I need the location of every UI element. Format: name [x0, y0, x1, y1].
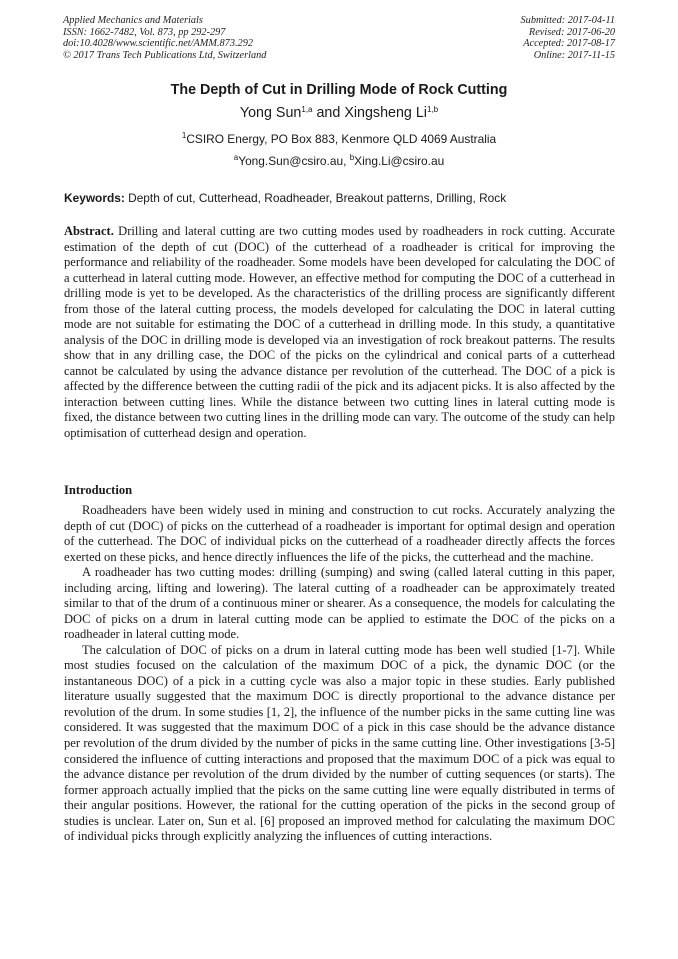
affiliation-text: CSIRO Energy, PO Box 883, Kenmore QLD 4069 Australia — [186, 132, 497, 146]
email-link: Xing.Li@csiro.au — [354, 154, 445, 168]
abstract-label: Abstract. — [64, 224, 114, 238]
author-name: Yong Sun — [239, 105, 302, 121]
paragraph: The calculation of DOC of picks on a drum in lateral cutting mode has been well studied [1-7]. While most studies focused on the calculation of the maximum DOC of a pick, the dynamic DOC (or the instantaneous DOC) of a pick in a cutting cycle was also a major topic in these studies. Early published literature usually suggested that the maximum DOC is directly proportional to the advance distance per revolution of the drum. In some studies [1, 2], the influence of the number picks in the same cutting line was considered. It was suggested that the maximum DOC of a pick in this case should be the advance distance per revolution of the drum divided by the number of picks in the same cutting line. Other investigations [3-5] considered the influence of cutting interactions and proposed that the maximum DOC of a pick was equal to the advance distance per revolution of the drum divided by the number of cutting sequences (or starts). The former approach actually implied that the picks on the same cutting line were equally distributed in terms of their angular positions. However, the rational for the cutting operation of the picks in the second group of studies is unclear. Later on, Sun et al. [6] proposed an improved method for calculating the maximum DOC of individual picks through explicitly analyzing the influences of cutting interactions. — [64, 642, 615, 844]
date-revised: Revised: 2017-06-20 — [528, 26, 615, 38]
journal-info — [63, 15, 266, 61]
author-affiliation-marker: 1,a — [301, 105, 313, 114]
affiliation — [0, 132, 678, 146]
keywords-text: Depth of cut, Cutterhead, Roadheader, Breakout patterns, Drilling, Rock — [124, 191, 507, 205]
journal-issn: ISSN: 1662-7482, Vol. 873, pp 292-297 — [63, 26, 226, 38]
section-heading: Introduction — [64, 483, 133, 497]
paper-title: The Depth of Cut in Drilling Mode of Rock Cutting — [170, 82, 508, 98]
email-link: Yong.Sun@csiro.au, — [238, 154, 350, 168]
date-accepted: Accepted: 2017-08-17 — [523, 38, 615, 50]
email-marker: b — [349, 153, 355, 162]
publication-dates — [521, 15, 615, 61]
abstract-text: Drilling and lateral cutting are two cutting modes used by roadheaders in rock cutting. Accurate estimation of the depth of cut (DOC) of the cutterhead of a roadheader is critical for improving the performance and reliability of the roadheader. Some models have been developed for calculating the DOC of a cutterhead in lateral cutting mode. However, an effective method for computing the DOC of a cutterhead in drilling mode is yet to be developed. As the characteristics of the drilling process are significantly different from those of the lateral cutting process, the models developed for calculating the DOC in lateral cutting mode are not suitable for estimating the DOC of a cutterhead in drilling mode. In this study, a quantitative analysis of the DOC in drilling mode is developed via an investigation of rock breakout patterns. The results show that in any drilling case, the DOC of the picks on the cylindrical and conical parts of a cutterhead cannot be calculated by using the advance distance per revolution of the cutterhead. The DOC of a pick is affected by the difference between the cutting radii of the pick and its adjacent picks. It is also affected by the interaction between cutting lines. While the distance between two cutting lines in lateral cutting mode is fixed, the distance between two cutting lines in the drilling mode can vary. The outcome of the study can help optimisation of cutterhead design and operation. — [64, 224, 615, 440]
author-connector: and — [312, 105, 345, 121]
date-submitted: Submitted: 2017-04-11 — [520, 15, 615, 26]
author-name: Xingsheng Li — [344, 105, 427, 121]
paragraph: A roadheader has two cutting modes: drilling (sumping) and swing (called lateral cutting in this paper, including arcing, lifting and lowering). The lateral cutting of a roadheader can be approximately treated similar to that of the drum of a continuous miner or shearer. As a consequence, the models for calculating the DOC of picks on a drum in lateral cutting mode can be applied to estimate the DOC of the picks on a roadheader in lateral cutting mode. — [64, 565, 615, 642]
affiliation-marker: 1 — [181, 131, 187, 140]
author-list — [0, 105, 678, 121]
abstract — [64, 224, 615, 441]
author-affiliation-marker: 1,b — [426, 105, 439, 114]
author-emails — [0, 154, 678, 168]
date-online: Online: 2017-11-15 — [533, 49, 615, 61]
email-marker: a — [233, 153, 239, 162]
keywords — [64, 191, 616, 205]
journal-copyright: © 2017 Trans Tech Publications Ltd, Switzerland — [63, 49, 267, 61]
introduction-body — [64, 503, 615, 845]
journal-name: Applied Mechanics and Materials — [63, 15, 203, 26]
keywords-label: Keywords: — [64, 191, 125, 205]
paragraph: Roadheaders have been widely used in mining and construction to cut rocks. Accurately analyzing the depth of cut (DOC) of picks on the cutterhead of a roadheader is important for optimal design and operation of the cutterhead. The DOC of individual picks on the cutterhead of a roadheader directly affects the forces exerted on these picks, and hence directly influences the life of the picks, the cutterhead and the machine. — [64, 503, 615, 564]
journal-doi: doi:10.4028/www.scientific.net/AMM.873.292 — [63, 38, 253, 50]
